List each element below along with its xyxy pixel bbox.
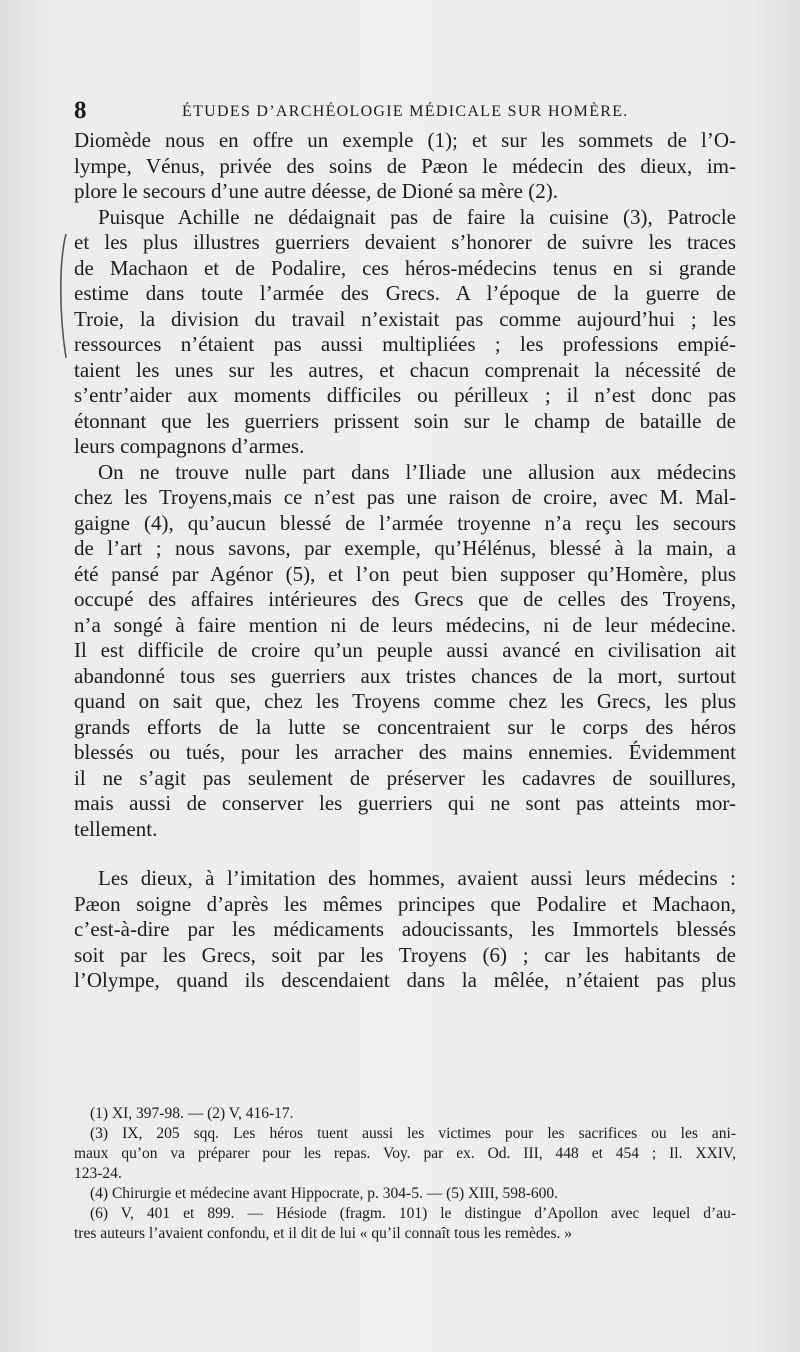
footnote [74, 1104, 736, 1124]
paragraph [74, 866, 736, 994]
page-header [74, 96, 734, 126]
text-line: été pansé par Agénor (5), et l’on peut bien supposer qu’Homère, plus [74, 561, 736, 586]
text-line: Il est difficile de croire qu’un peuple aussi avancé en civilisation ait [74, 638, 736, 662]
text-line: gaigne (4), qu’aucun blessé de l’armée troyenne n’a reçu les secours [74, 510, 736, 535]
text-line: étonnant que les guerriers prissent soin sur le champ de bataille de [74, 408, 736, 433]
text-line: tellement. [74, 816, 158, 841]
text-line: s’entr’aider aux moments difficiles ou périlleux ; il n’est donc pas [74, 383, 736, 407]
text-line: c’est-à-dire par les médicaments adoucissants, les Immortels blessés [74, 917, 736, 941]
footnote [74, 1124, 736, 1184]
text-line: et les plus illustres guerriers devaient s’honorer de suivre les traces [74, 230, 736, 254]
text-line: Les dieux, à l’imitation des hommes, avaient aussi leurs médecins : [98, 866, 736, 890]
paragraph [74, 460, 736, 843]
footnotes [74, 1104, 736, 1244]
text-line: il ne s’agit pas seulement de préserver les cadavres de souillures, [74, 765, 736, 790]
text-line: mais aussi de conserver les guerriers qui ne sont pas atteints mor- [74, 791, 736, 815]
paragraph-spacer [74, 842, 736, 866]
text-line: abandonné tous ses guerriers aux tristes chances de la mort, surtout [74, 663, 736, 688]
text-line: Pæon soigne d’après les mêmes principes que Podalire et Machaon, [74, 891, 736, 916]
text-line: plore le secours d’une autre déesse, de Dioné sa mère (2). [74, 179, 558, 203]
text-line: Puisque Achille ne dédaignait pas de faire la cuisine (3), Patrocle [98, 204, 736, 229]
text-line: ressources n’étaient pas aussi multipliées ; les professions empié- [74, 332, 736, 356]
footnote [74, 1184, 736, 1204]
text-line: leurs compagnons d’armes. [74, 434, 305, 458]
text-line: soit par les Grecs, soit par les Troyens (6) ; car les habitants de [74, 942, 736, 967]
text-line: Diomède nous en offre un exemple (1); et sur les sommets de l’O- [74, 128, 736, 152]
footnote-line: maux qu’on va préparer pour les repas. Voy. par ex. Od. III, 448 et 454 ; Il. XXIV, [74, 1145, 736, 1162]
running-head: ÉTUDES D’ARCHÉOLOGIE MÉDICALE SUR HOMÈRE. [182, 103, 629, 120]
text-line: n’a songé à faire mention ni de leurs médecins, ni de leur médecine. [74, 612, 736, 637]
text-line: chez les Troyens,mais ce n’est pas une raison de croire, avec M. Mal- [74, 485, 736, 509]
footnote-line: (3) IX, 205 sqq. Les héros tuent aussi les victimes pour les sacrifices ou les ani- [90, 1125, 736, 1142]
text-line: quand on sait que, chez les Troyens comme chez les Grecs, les plus [74, 689, 736, 713]
paragraph [74, 205, 736, 460]
footnote-line: tres auteurs l’avaient confondu, et il dit de lui « qu’il connaît tous les remèdes. » [74, 1225, 573, 1242]
body-text [74, 128, 736, 994]
text-line: taient les unes sur les autres, et chacun comprenait la nécessité de [74, 357, 736, 382]
text-line: Troie, la division du travail n’existait pas comme aujourd’hui ; les [74, 306, 736, 331]
text-line: de l’art ; nous savons, par exemple, qu’Hélénus, blessé à la main, a [74, 536, 736, 560]
footnote-line: (1) XI, 397-98. — (2) V, 416-17. [90, 1105, 294, 1122]
footnote-line: 123-24. [74, 1165, 122, 1182]
text-line: On ne trouve nulle part dans l’Iliade une allusion aux médecins [98, 459, 736, 484]
footnote-line: (4) Chirurgie et médecine avant Hippocrate, p. 304-5. — (5) XIII, 598-600. [90, 1185, 559, 1202]
page-number: 8 [74, 97, 87, 124]
footnote [74, 1204, 736, 1244]
text-line: lympe, Vénus, privée des soins de Pæon le médecin des dieux, im- [74, 153, 736, 178]
pencil-margin-mark [56, 232, 70, 360]
paragraph [74, 128, 736, 205]
text-line: estime dans toute l’armée des Grecs. A l’époque de la guerre de [74, 281, 736, 305]
text-line: de Machaon et de Podalire, ces héros-médecins tenus en si grande [74, 255, 736, 280]
text-line: grands efforts de la lutte se concentraient sur le corps des héros [74, 714, 736, 739]
footnote-line: (6) V, 401 et 899. — Hésiode (fragm. 101) le distingue d’Apollon avec lequel d’au- [90, 1205, 736, 1222]
text-line: l’Olympe, quand ils descendaient dans la mêlée, n’étaient pas plus [74, 968, 736, 992]
text-line: occupé des affaires intérieures des Grecs que de celles des Troyens, [74, 587, 736, 611]
text-line: blessés ou tués, pour les arracher des mains ennemies. Évidemment [74, 740, 736, 764]
